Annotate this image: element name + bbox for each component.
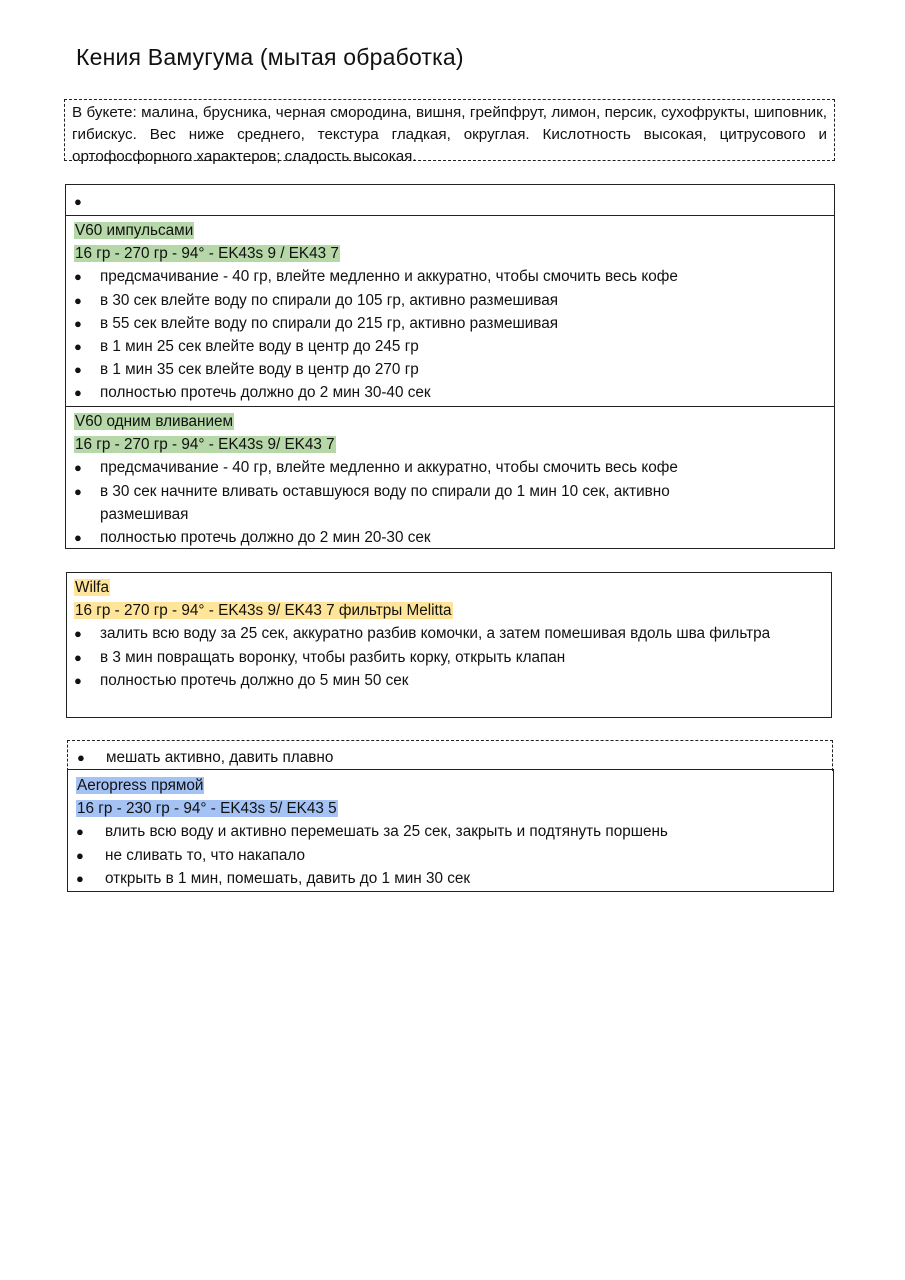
recipe-params: 16 гр - 270 гр - 94° - EK43s 9/ EK43 7 фильтры Melitta xyxy=(75,602,452,620)
bullet-icon: ● xyxy=(74,385,82,401)
wilfa-recipe-box xyxy=(66,572,832,718)
recipe-steps xyxy=(74,622,784,692)
tasting-notes: В букете: малина, брусника, черная смородина, вишня, грейпфрут, лимон, персик, сухофрукты, шиповник, гибискус. Вес ниже среднего, текстура гладкая, округлая. Кислотность высокая, цитрусового и ортофосфорного характеров; сладость высокая. xyxy=(64,99,835,161)
recipe-steps xyxy=(76,820,833,890)
list-item: ● полностью протечь должно до 2 мин 30-40 сек xyxy=(74,381,834,404)
list-item: ● влить всю воду и активно перемешать за 25 сек, закрыть и подтянуть поршень xyxy=(76,820,833,843)
bullet-icon: ● xyxy=(76,824,84,840)
bullet-icon: ● xyxy=(77,750,85,765)
recipe-steps xyxy=(74,456,754,549)
bullet-icon: ● xyxy=(74,626,82,642)
recipe-name: Wilfa xyxy=(75,579,109,596)
list-item: ● полностью протечь должно до 5 мин 50 сек xyxy=(74,669,784,692)
recipe-aeropress xyxy=(68,770,833,890)
list-item: ● в 30 сек влейте воду по спирали до 105 гр, активно размешивая xyxy=(74,289,834,312)
recipe-params: 16 гр - 270 гр - 94° - EK43s 9/ EK43 7 xyxy=(75,436,335,454)
list-item: ● в 1 мин 25 сек влейте воду в центр до 245 гр xyxy=(74,335,834,358)
recipe-v60-single-pour xyxy=(66,406,834,547)
bullet-icon: ● xyxy=(74,362,82,378)
aeropress-recipe-box xyxy=(67,769,834,892)
bullet-icon: ● xyxy=(74,672,82,688)
recipe-name: V60 импульсами xyxy=(75,222,194,239)
bullet-icon: ● xyxy=(74,339,82,355)
list-item: ● открыть в 1 мин, помешать, давить до 1 мин 30 сек xyxy=(76,867,833,890)
list-item: ● мешать активно, давить плавно xyxy=(77,746,832,769)
recipe-params: 16 гр - 230 гр - 94° - EK43s 5/ EK43 5 xyxy=(77,800,337,818)
bullet-icon: ● xyxy=(76,847,84,863)
list-item: ● предсмачивание - 40 гр, влейте медленно и аккуратно, чтобы смочить весь кофе xyxy=(74,265,834,288)
recipe-params: 16 гр - 270 гр - 94° - EK43s 9 / EK43 7 xyxy=(75,245,339,263)
page-title: Кения Вамугума (мытая обработка) xyxy=(76,44,464,70)
list-item: ● полностью протечь должно до 2 мин 20-30 сек xyxy=(74,526,754,549)
bullet-icon: ● xyxy=(74,530,82,546)
recipe-v60-pulse xyxy=(66,215,834,406)
bullet-icon: ● xyxy=(74,194,82,209)
recipe-steps xyxy=(74,265,834,404)
bullet-icon: ● xyxy=(74,269,82,285)
list-item: ● предсмачивание - 40 гр, влейте медленно и аккуратно, чтобы смочить весь кофе xyxy=(74,456,754,479)
recipe-name: V60 одним вливанием xyxy=(75,413,234,430)
bullet-icon: ● xyxy=(74,483,82,499)
empty-row xyxy=(66,185,834,215)
bullet-icon: ● xyxy=(74,460,82,476)
list-item: ● залить всю воду за 25 сек, аккуратно разбив комочки, а затем помешивая вдоль шва фильтра xyxy=(74,622,784,645)
recipe-name: Aeropress прямой xyxy=(77,777,204,794)
bullet-icon: ● xyxy=(74,315,82,331)
v60-recipes-box xyxy=(65,184,835,549)
bullet-icon: ● xyxy=(76,870,84,886)
list-item: ● в 55 сек влейте воду по спирали до 215 гр, активно размешивая xyxy=(74,312,834,335)
recipe-wilfa xyxy=(67,573,831,692)
list-item: ● в 3 мин повращать воронку, чтобы разбить корку, открыть клапан xyxy=(74,646,784,669)
bullet-icon: ● xyxy=(74,292,82,308)
list-item: ● не сливать то, что накапало xyxy=(76,844,833,867)
aeropress-note xyxy=(67,740,833,771)
bullet-icon: ● xyxy=(74,649,82,665)
list-item: ● в 1 мин 35 сек влейте воду в центр до 270 гр xyxy=(74,358,834,381)
list-item: ● в 30 сек начните вливать оставшуюся воду по спирали до 1 мин 10 сек, активно размешивая xyxy=(74,480,754,526)
